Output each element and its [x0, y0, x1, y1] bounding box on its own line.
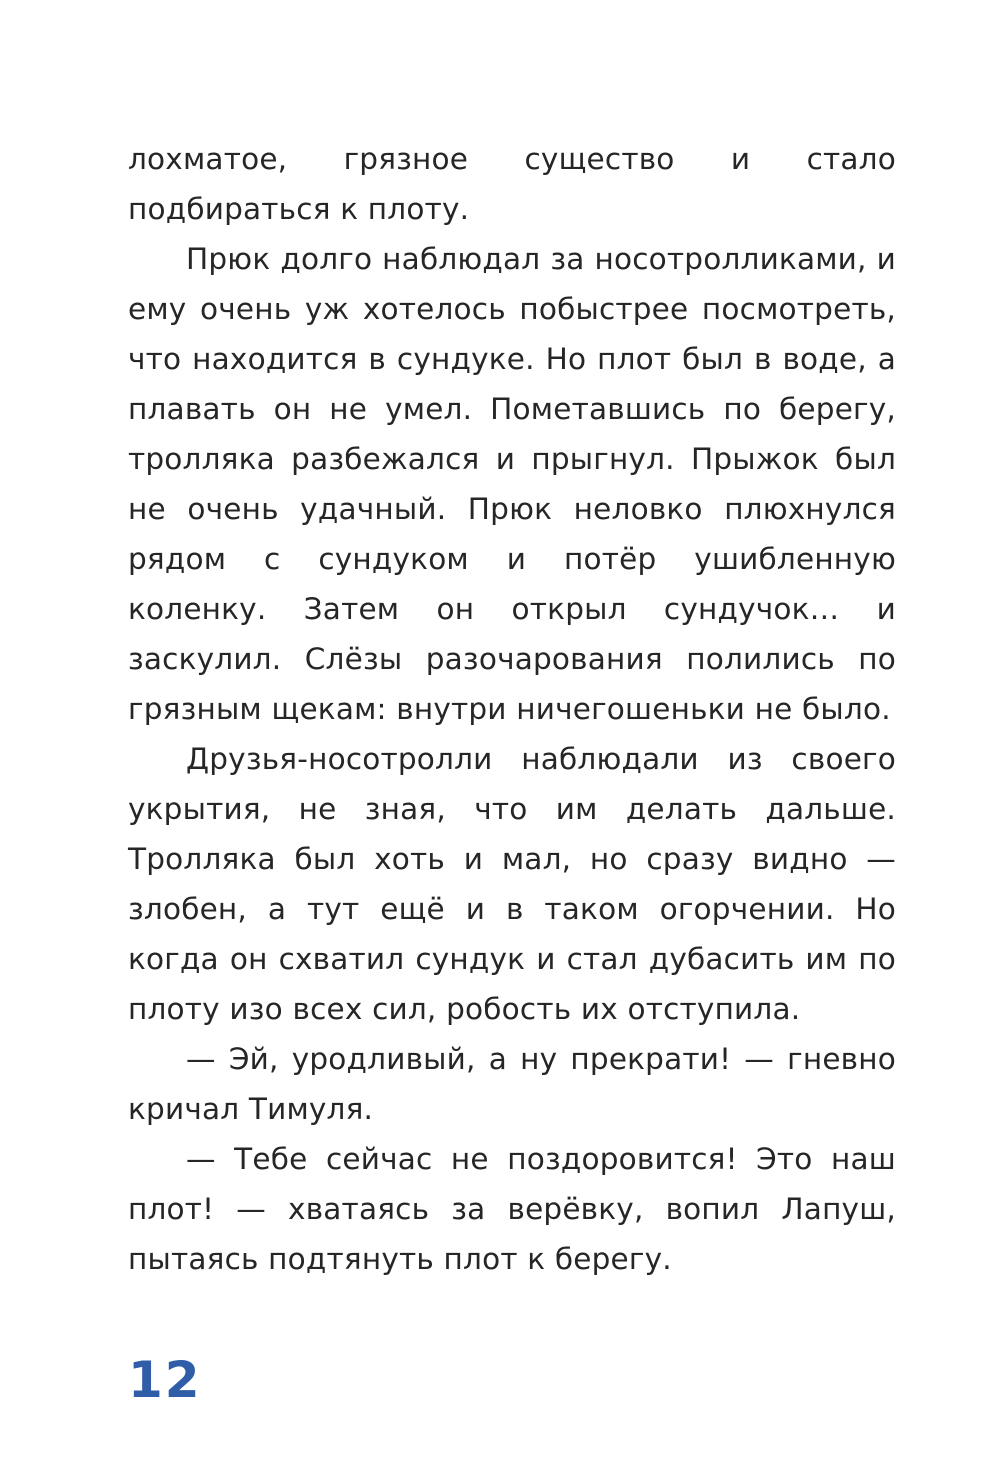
- paragraph-2: Прюк долго наблюдал за носотролликами, и ему очень уж хотелось побыстрее посмотреть, что находится в сундуке. Но плот был в воде, а плавать он не умел. Пометавшись по берегу, тролляка разбежался и прыгнул. Прыжок был не очень удачный. Прюк неловко плюхнулся рядом с сундуком и потёр ушибленную коленку. Затем он открыл сундучок… и заскулил. Слёзы разочарования полились по грязным щекам: внутри ничегошеньки не было.: [128, 242, 896, 726]
- page-number: 12: [128, 1351, 202, 1409]
- paragraph-4: — Эй, уродливый, а ну прекрати! — гневно кричал Тимуля.: [128, 1042, 896, 1126]
- paragraph-5: — Тебе сейчас не поздоровится! Это наш плот! — хватаясь за верёвку, вопил Лапуш, пытаясь подтянуть плот к берегу.: [128, 1142, 896, 1276]
- paragraph-3: Друзья-носотролли наблюдали из своего укрытия, не зная, что им делать дальше. Тролляка был хоть и мал, но сразу видно — злобен, а тут ещё и в таком огорчении. Но когда он схватил сундук и стал дубасить им по плоту изо всех сил, робость их отступила.: [128, 742, 896, 1026]
- page-text: [128, 134, 896, 1284]
- paragraph-1: лохматое, грязное существо и стало подбираться к плоту.: [128, 142, 896, 226]
